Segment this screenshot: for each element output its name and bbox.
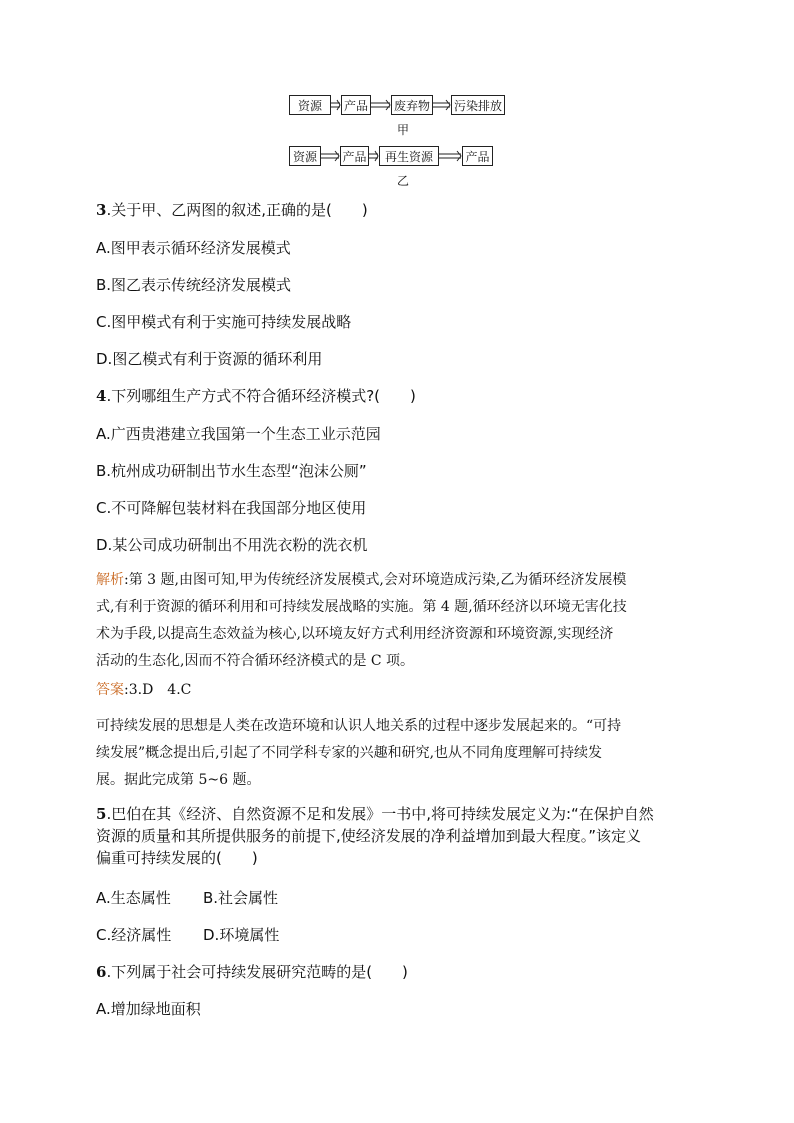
option-c: C.不可降解包装材料在我国部分地区使用 [96,499,367,517]
flow-box: 再生资源 [379,146,439,166]
diagram-label-jia: 甲 [397,123,410,137]
material-line: 可持续发展的思想是人类在改造环境和认识人地关系的过程中逐步发展起来的。“可持 [96,718,622,734]
option-c: C.图甲模式有利于实施可持续发展战略 [96,313,352,331]
flow-diagram-jia [0,95,794,121]
question-number: 6 [96,963,107,981]
option-c: C.经济属性 [96,926,172,944]
option-a: A.增加绿地面积 [96,1000,201,1018]
double-arrow-icon [321,150,340,162]
double-arrow-icon [439,150,462,162]
analysis-line: 式,有利于资源的循环利用和可持续发展战略的实施。第 4 题,循环经济以环境无害化技 [96,599,627,615]
analysis-line: 活动的生态化,因而不符合循环经济模式的是 C 项。 [96,653,415,669]
option-d: D.图乙模式有利于资源的循环利用 [96,350,323,368]
flow-box: 污染排放 [451,95,505,115]
flow-box: 产品 [462,146,493,166]
question-text: .巴伯在其《经济、自然资源不足和发展》一书中,将可持续发展定义为:“在保护自然 [106,805,654,823]
flow-box: 资源 [289,95,331,115]
analysis-line: 术为手段,以提高生态效益为核心,以环境友好方式利用经济资源和环境资源,实现经济 [96,626,614,642]
material-line: 展。据此完成第 5~6 题。 [96,772,261,788]
question-number: 3 [96,201,107,219]
material-line: 续发展”概念提出后,引起了不同学科专家的兴趣和研究,也从不同角度理解可持续发 [96,745,603,761]
option-a: A.生态属性 [96,889,171,907]
analysis-block [96,567,696,675]
option-a: A.图甲表示循环经济发展模式 [96,239,291,257]
question-number: 4 [96,387,107,405]
question-text: .下列哪组生产方式不符合循环经济模式?( ) [106,387,416,405]
flow-box: 产品 [340,146,369,166]
answer-block [96,677,696,704]
double-arrow-icon [369,150,379,162]
answer-text: :3.D 4.C [124,682,192,698]
material-block [96,713,696,794]
question-number: 5 [96,805,107,823]
option-b: B.杭州成功研制出节水生态型“泡沫公厕” [96,462,367,480]
question-text: .下列属于社会可持续发展研究范畴的是( ) [106,963,408,981]
analysis-line: :第 3 题,由图可知,甲为传统经济发展模式,会对环境造成污染,乙为循环经济发展模 [124,572,627,588]
option-a: A.广西贵港建立我国第一个生态工业示范园 [96,425,381,443]
option-b: B.图乙表示传统经济发展模式 [96,276,292,294]
option-b: B.社会属性 [203,889,279,907]
option-d: D.某公司成功研制出不用洗衣粉的洗衣机 [96,536,368,554]
flow-diagram-yi [0,146,794,172]
diagram-label-yi: 乙 [397,174,410,188]
question-text: 资源的质量和其所提供服务的前提下,使经济发展的净利益增加到最大程度。”该定义 [96,827,642,845]
flow-box: 产品 [341,95,371,115]
analysis-tag: 解析 [96,572,124,588]
double-arrow-icon [331,99,341,111]
answer-tag: 答案 [96,682,124,698]
flow-box: 资源 [289,146,321,166]
question-text: 偏重可持续发展的( ) [96,849,258,867]
question-text: .关于甲、乙两图的叙述,正确的是( ) [106,201,368,219]
question-6-stem [96,962,408,982]
double-arrow-icon [433,99,451,111]
option-d: D.环境属性 [203,926,280,944]
flow-box: 废弃物 [391,95,433,115]
question-5-stem [96,803,654,869]
question-3-stem [96,200,368,220]
double-arrow-icon [371,99,391,111]
question-4-stem [96,386,416,406]
